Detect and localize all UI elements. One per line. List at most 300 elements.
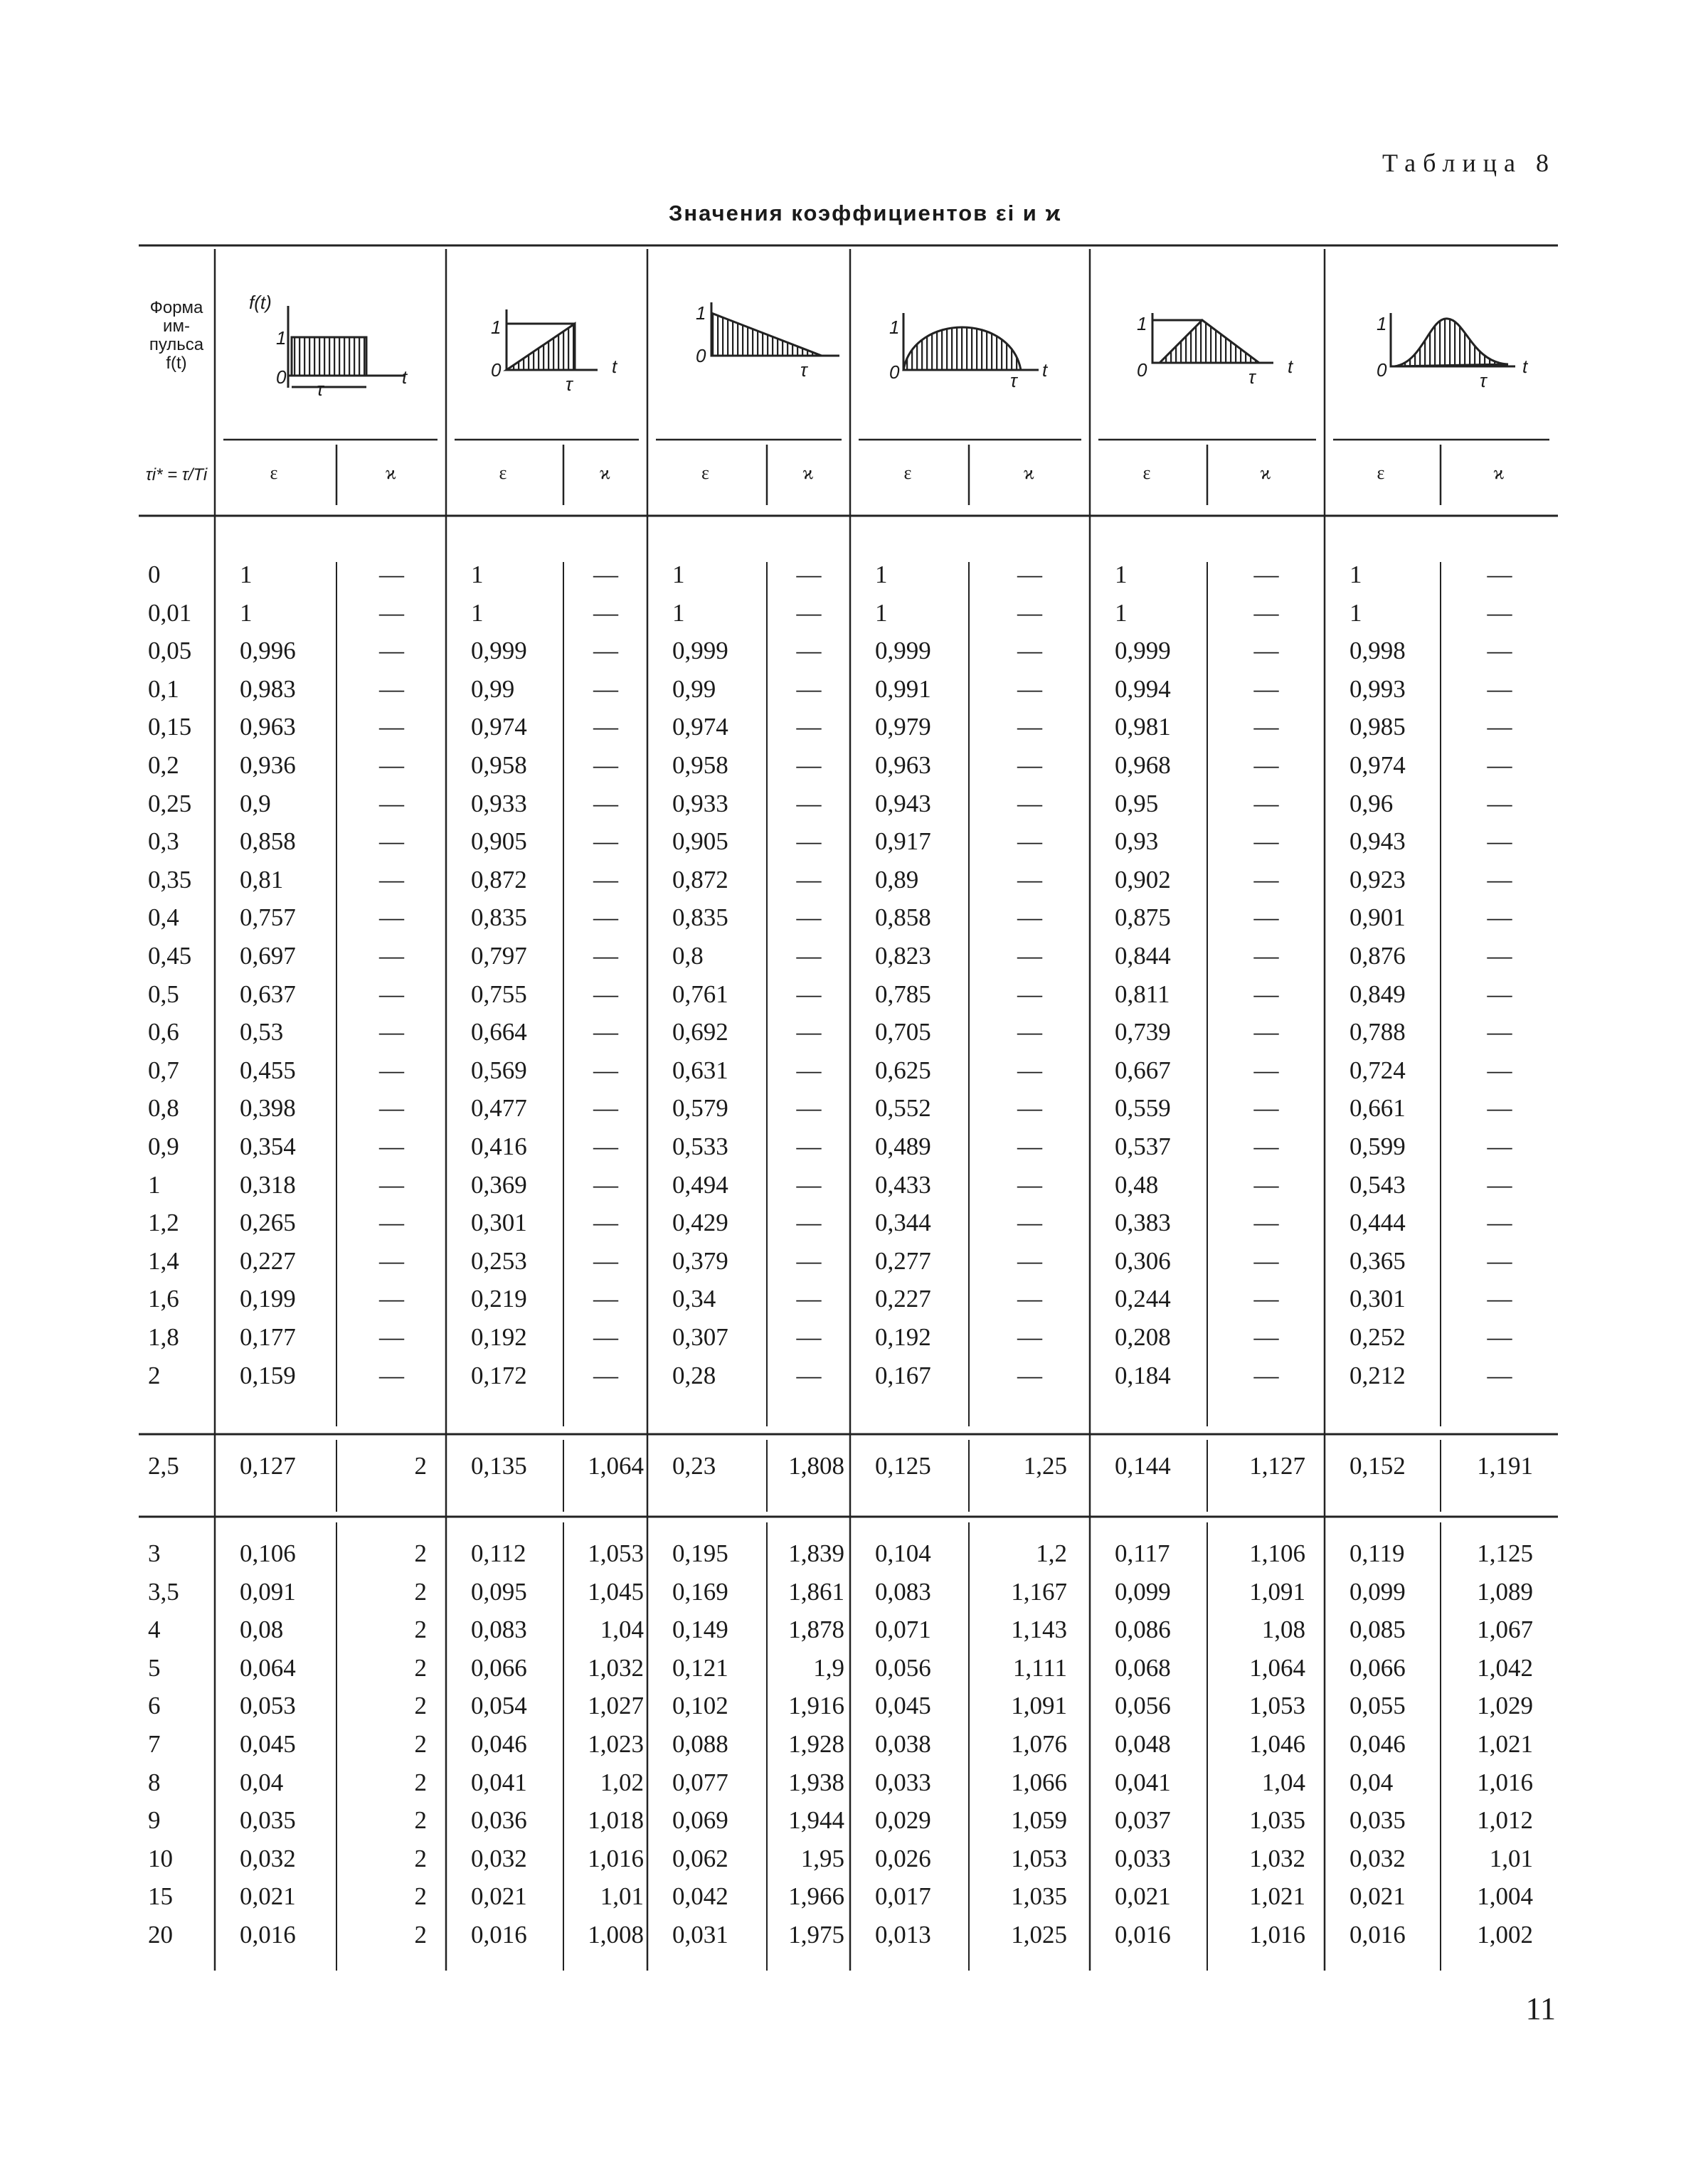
pulse-peak xyxy=(1160,320,1259,363)
cell-kappa: 1,045 xyxy=(588,1577,644,1606)
cell-eps: 0,963 xyxy=(240,713,296,741)
cell-eps: 0,383 xyxy=(1115,1209,1171,1237)
cell-eps: 0,552 xyxy=(875,1094,931,1123)
cell-eps: 0,208 xyxy=(1115,1323,1171,1351)
cell-kappa: — xyxy=(1487,903,1512,932)
cell-eps: 0,227 xyxy=(240,1246,296,1275)
cell-eps: 0,095 xyxy=(471,1577,527,1606)
cell-eps: 0,041 xyxy=(471,1768,527,1796)
cell-kappa: 1,938 xyxy=(788,1768,844,1796)
cell-eps: 0,48 xyxy=(1115,1170,1159,1199)
cell-eps: 0,444 xyxy=(1349,1209,1406,1237)
cell-kappa: — xyxy=(1487,942,1512,970)
cell-eps: 0,169 xyxy=(672,1577,728,1606)
cell-kappa: — xyxy=(796,903,822,932)
axis-lines xyxy=(1152,313,1273,363)
row-tau-value: 6 xyxy=(148,1692,161,1720)
row-tau-value: 0,1 xyxy=(148,674,179,703)
cell-eps: 0,099 xyxy=(1115,1577,1171,1606)
cell-eps: 0,974 xyxy=(1349,751,1406,779)
cell-eps: 0,159 xyxy=(240,1361,296,1389)
cell-kappa: 2 xyxy=(414,1692,427,1720)
cell-kappa: 1,029 xyxy=(1477,1692,1533,1720)
cell-kappa: — xyxy=(379,942,404,970)
cell-eps: 0,876 xyxy=(1349,942,1406,970)
cell-kappa: 1,042 xyxy=(1477,1653,1533,1682)
cell-kappa: — xyxy=(379,713,404,741)
glyph-zero: 0 xyxy=(276,366,287,388)
cell-kappa: 1,125 xyxy=(1477,1539,1533,1567)
cell-eps: 1 xyxy=(240,598,253,627)
cell-kappa: 2 xyxy=(414,1616,427,1644)
cell-kappa: — xyxy=(1017,598,1042,627)
cell-eps: 0,835 xyxy=(672,903,728,932)
cell-eps: 0,875 xyxy=(1115,903,1171,932)
cell-eps: 0,167 xyxy=(875,1361,931,1389)
cell-eps: 0,788 xyxy=(1349,1018,1406,1046)
cell-kappa: 1,064 xyxy=(1249,1653,1305,1682)
cell-eps: 0,144 xyxy=(1115,1452,1171,1480)
cell-kappa: — xyxy=(796,865,822,894)
cell-kappa: — xyxy=(1017,1361,1042,1389)
cell-eps: 0,661 xyxy=(1349,1094,1406,1123)
cell-eps: 0,489 xyxy=(875,1133,931,1160)
cell-kappa: — xyxy=(1487,1246,1512,1275)
cell-eps: 1 xyxy=(1115,598,1128,627)
cell-kappa: — xyxy=(1487,1323,1512,1351)
cell-eps: 0,917 xyxy=(875,827,931,856)
row-tau-value: 2,5 xyxy=(148,1452,179,1480)
cell-kappa: 1,106 xyxy=(1249,1539,1305,1567)
cell-kappa: 2 xyxy=(414,1806,427,1835)
cell-kappa: 2 xyxy=(414,1768,427,1796)
cell-kappa: 1,111 xyxy=(1012,1653,1067,1682)
cell-kappa: — xyxy=(379,1056,404,1084)
cell-kappa: 1,064 xyxy=(588,1452,644,1480)
cell-kappa: 1,053 xyxy=(1011,1844,1067,1872)
cell-kappa: — xyxy=(1017,1094,1042,1123)
cell-kappa: — xyxy=(1487,1018,1512,1046)
cell-kappa: — xyxy=(1017,865,1042,894)
tau-label: τi* = τ/Ti xyxy=(145,465,208,484)
cell-eps: 0,046 xyxy=(471,1730,527,1758)
row-tau-value: 0,2 xyxy=(148,751,179,779)
cell-eps: 1 xyxy=(875,598,888,627)
cell-kappa: — xyxy=(1253,1018,1279,1046)
cell-kappa: — xyxy=(1487,674,1512,703)
cell-kappa: — xyxy=(1017,980,1042,1008)
table-label: Таблица 8 xyxy=(1382,149,1556,177)
row-tau-value: 1,6 xyxy=(148,1285,179,1313)
cell-kappa: — xyxy=(1253,789,1279,817)
cell-kappa: 1,076 xyxy=(1011,1730,1067,1758)
glyph-t: t xyxy=(612,356,617,377)
cell-eps: 0,994 xyxy=(1115,674,1171,703)
form-label-line: Форма xyxy=(149,298,203,317)
cell-eps: 0,301 xyxy=(1349,1285,1406,1313)
cell-kappa: — xyxy=(1253,1094,1279,1123)
cell-kappa: 1,966 xyxy=(788,1882,844,1911)
cell-kappa: — xyxy=(1487,1094,1512,1123)
cell-kappa: — xyxy=(379,827,404,856)
cell-kappa: — xyxy=(796,598,822,627)
cell-eps: 0,042 xyxy=(672,1882,728,1911)
cell-kappa: — xyxy=(796,942,822,970)
cell-eps: 0,032 xyxy=(1349,1844,1406,1872)
cell-eps: 0,28 xyxy=(672,1361,716,1389)
glyph-tau: τ xyxy=(1248,366,1256,388)
row-tau-value: 5 xyxy=(148,1653,161,1682)
row-tau-value: 1,8 xyxy=(148,1323,179,1351)
cell-eps: 0,033 xyxy=(875,1768,931,1796)
cell-eps: 0,537 xyxy=(1115,1133,1171,1160)
glyph-tau: τ xyxy=(1010,370,1017,391)
glyph-zero: 0 xyxy=(696,345,706,366)
glyph-tau: τ xyxy=(1480,370,1487,391)
cell-kappa: 1,02 xyxy=(600,1768,644,1796)
cell-kappa: — xyxy=(1017,789,1042,817)
form-label-line: пульса xyxy=(149,335,204,354)
cell-kappa: — xyxy=(1253,1170,1279,1199)
cell-kappa: 1,059 xyxy=(1011,1806,1067,1835)
cell-kappa: — xyxy=(593,865,618,894)
cell-eps: 0,416 xyxy=(471,1133,527,1160)
cell-eps: 0,032 xyxy=(240,1844,296,1872)
cell-kappa: — xyxy=(379,1361,404,1389)
cell-eps: 0,631 xyxy=(672,1056,728,1084)
col-header-kappa: ϰ xyxy=(600,462,610,483)
cell-eps: 0,177 xyxy=(240,1323,296,1351)
row-tau-value: 9 xyxy=(148,1806,161,1835)
cell-eps: 1 xyxy=(672,598,685,627)
cell-eps: 0,936 xyxy=(240,751,296,779)
cell-eps: 0,844 xyxy=(1115,942,1171,970)
cell-eps: 0,705 xyxy=(875,1018,931,1046)
cell-eps: 0,066 xyxy=(1349,1653,1406,1682)
glyph-t: t xyxy=(402,366,408,388)
cell-eps: 0,083 xyxy=(471,1616,527,1644)
row-tau-value: 0,01 xyxy=(148,598,192,627)
cell-eps: 0,724 xyxy=(1349,1056,1406,1084)
cell-kappa: — xyxy=(593,1246,618,1275)
cell-eps: 0,543 xyxy=(1349,1170,1406,1199)
cell-kappa: 1,016 xyxy=(1249,1921,1305,1949)
cell-kappa: 1,066 xyxy=(1011,1768,1067,1796)
row-tau-value: 0,8 xyxy=(148,1094,179,1123)
cell-kappa: — xyxy=(379,1094,404,1123)
cell-eps: 0,086 xyxy=(1115,1616,1171,1644)
glyph-one: 1 xyxy=(696,302,706,324)
pulse-half-sine xyxy=(903,327,1021,370)
cell-kappa: — xyxy=(796,1361,822,1389)
cell-kappa: — xyxy=(1487,1285,1512,1313)
cell-kappa: — xyxy=(796,1133,822,1160)
cell-kappa: — xyxy=(796,1323,822,1351)
cell-kappa: — xyxy=(1017,674,1042,703)
cell-kappa: — xyxy=(796,751,822,779)
cell-eps: 0,993 xyxy=(1349,674,1406,703)
cell-kappa: — xyxy=(1253,1285,1279,1313)
cell-kappa: — xyxy=(1487,637,1512,665)
page-number: 11 xyxy=(1525,1991,1556,2026)
form-label-line: им- xyxy=(163,317,190,336)
cell-eps: 0,933 xyxy=(672,789,728,817)
cell-kappa: — xyxy=(379,637,404,665)
cell-kappa: — xyxy=(1253,1323,1279,1351)
form-label xyxy=(141,299,212,373)
cell-kappa: — xyxy=(379,1285,404,1313)
cell-eps: 0,858 xyxy=(240,827,296,856)
cell-eps: 0,823 xyxy=(875,942,931,970)
cell-eps: 0,121 xyxy=(672,1653,728,1682)
row-tau-value: 0,35 xyxy=(148,865,192,894)
cell-eps: 0,265 xyxy=(240,1209,296,1237)
cell-kappa: 1,046 xyxy=(1249,1730,1305,1758)
cell-kappa: — xyxy=(796,1056,822,1084)
cell-eps: 0,212 xyxy=(1349,1361,1406,1389)
cell-eps: 0,016 xyxy=(471,1921,527,1949)
cell-kappa: — xyxy=(379,1018,404,1046)
cell-kappa: — xyxy=(593,1056,618,1084)
cell-kappa: — xyxy=(593,713,618,741)
cell-kappa: — xyxy=(1253,942,1279,970)
cell-kappa: — xyxy=(796,980,822,1008)
cell-eps: 0,253 xyxy=(471,1246,527,1275)
cell-eps: 0,757 xyxy=(240,903,296,932)
pulse-bell xyxy=(1394,319,1508,366)
axis-lines xyxy=(1391,313,1515,366)
cell-eps: 0,999 xyxy=(1115,637,1171,665)
cell-eps: 0,755 xyxy=(471,980,527,1008)
cell-kappa: 1,25 xyxy=(1023,1452,1067,1480)
cell-kappa: — xyxy=(379,1246,404,1275)
cell-eps: 0,664 xyxy=(471,1018,527,1046)
cell-eps: 0,013 xyxy=(875,1921,931,1949)
cell-eps: 0,739 xyxy=(1115,1018,1171,1046)
cell-eps: 0,062 xyxy=(672,1844,728,1872)
cell-eps: 0,872 xyxy=(471,865,527,894)
cell-eps: 0,041 xyxy=(1115,1768,1171,1796)
cell-eps: 0,192 xyxy=(875,1323,931,1351)
cell-kappa: — xyxy=(1487,1056,1512,1084)
cell-kappa: — xyxy=(593,827,618,856)
cell-eps: 1 xyxy=(1349,598,1362,627)
cell-kappa: — xyxy=(379,789,404,817)
cell-eps: 0,398 xyxy=(240,1094,296,1123)
cell-eps: 0,999 xyxy=(471,637,527,665)
cell-kappa: — xyxy=(1487,1133,1512,1160)
cell-eps: 0,077 xyxy=(672,1768,728,1796)
row-tau-value: 7 xyxy=(148,1730,161,1758)
cell-kappa: 1,975 xyxy=(788,1921,844,1949)
cell-eps: 0,968 xyxy=(1115,751,1171,779)
axis-lines xyxy=(711,302,839,356)
cell-eps: 0,533 xyxy=(672,1133,728,1160)
cell-kappa: 1,01 xyxy=(600,1882,644,1911)
cell-kappa: — xyxy=(796,1285,822,1313)
cell-eps: 0,697 xyxy=(240,942,296,970)
cell-eps: 0,104 xyxy=(875,1539,931,1567)
cell-eps: 0,021 xyxy=(471,1882,527,1911)
cell-eps: 0,974 xyxy=(672,713,728,741)
cell-eps: 0,085 xyxy=(1349,1616,1406,1644)
cell-eps: 0,021 xyxy=(1115,1882,1171,1911)
cell-kappa: — xyxy=(379,1133,404,1160)
cell-kappa: — xyxy=(796,1170,822,1199)
cell-eps: 0,958 xyxy=(471,751,527,779)
cell-kappa: — xyxy=(1253,1361,1279,1389)
cell-eps: 0,037 xyxy=(1115,1806,1171,1835)
cell-eps: 0,983 xyxy=(240,674,296,703)
cell-kappa: 1,9 xyxy=(813,1653,844,1682)
col-header-kappa: ϰ xyxy=(802,462,814,483)
cell-eps: 0,991 xyxy=(875,674,931,703)
col-header-kappa: ϰ xyxy=(1260,462,1271,483)
row-tau-value: 0 xyxy=(148,561,161,588)
cell-eps: 0,083 xyxy=(875,1577,931,1606)
cell-eps: 0,152 xyxy=(1349,1452,1406,1480)
cell-eps: 0,127 xyxy=(240,1452,296,1480)
cell-kappa: — xyxy=(1017,1018,1042,1046)
row-tau-value: 0,3 xyxy=(148,827,179,856)
cell-eps: 0,064 xyxy=(240,1653,296,1682)
cell-eps: 0,135 xyxy=(471,1452,527,1480)
cell-eps: 0,8 xyxy=(672,942,704,970)
cell-eps: 0,902 xyxy=(1115,865,1171,894)
cell-kappa: — xyxy=(1017,1285,1042,1313)
pulse-rising-triangle xyxy=(507,324,575,370)
cell-kappa: — xyxy=(796,1209,822,1237)
cell-eps: 0,117 xyxy=(1115,1539,1170,1567)
cell-kappa: — xyxy=(1253,674,1279,703)
cell-kappa: — xyxy=(1017,903,1042,932)
cell-eps: 0,192 xyxy=(471,1323,527,1351)
glyph-t: t xyxy=(1288,356,1293,377)
col-header-kappa: ϰ xyxy=(386,462,396,483)
cell-eps: 0,071 xyxy=(875,1616,931,1644)
cell-eps: 0,998 xyxy=(1349,637,1406,665)
cell-eps: 1 xyxy=(471,598,484,627)
cell-kappa: — xyxy=(1253,865,1279,894)
row-tau-value: 0,05 xyxy=(148,637,192,665)
cell-eps: 1 xyxy=(672,561,685,588)
cell-kappa: 1,012 xyxy=(1477,1806,1533,1835)
col-header-kappa: ϰ xyxy=(1493,462,1505,483)
cell-eps: 0,872 xyxy=(672,865,728,894)
row-tau-value: 1,2 xyxy=(148,1209,179,1237)
cell-kappa: 1,016 xyxy=(588,1844,644,1872)
cell-kappa: — xyxy=(379,561,404,588)
cell-eps: 0,227 xyxy=(875,1285,931,1313)
cell-eps: 0,026 xyxy=(875,1844,931,1872)
cell-kappa: — xyxy=(1253,903,1279,932)
cell-eps: 0,999 xyxy=(672,637,728,665)
row-tau-value: 20 xyxy=(148,1921,173,1949)
cell-kappa: 1,808 xyxy=(788,1452,844,1480)
cell-kappa: — xyxy=(593,674,618,703)
cell-kappa: — xyxy=(1017,751,1042,779)
glyph-one: 1 xyxy=(1377,313,1387,334)
cell-eps: 0,125 xyxy=(875,1452,931,1480)
axis-lines xyxy=(507,309,598,370)
cell-kappa: 2 xyxy=(414,1539,427,1567)
row-tau-value: 0,4 xyxy=(148,903,179,932)
cell-eps: 0,184 xyxy=(1115,1361,1171,1389)
cell-kappa: 1,091 xyxy=(1249,1577,1305,1606)
cell-eps: 0,99 xyxy=(672,674,716,703)
glyph-zero: 0 xyxy=(1377,359,1387,381)
cell-kappa: — xyxy=(593,1094,618,1123)
cell-eps: 0,252 xyxy=(1349,1323,1406,1351)
glyph-zero: 0 xyxy=(889,361,900,383)
axis-lines xyxy=(288,306,408,388)
row-tau-value: 0,45 xyxy=(148,942,192,970)
row-tau-value: 10 xyxy=(148,1844,173,1872)
cell-kappa: 1,916 xyxy=(788,1692,844,1720)
cell-eps: 0,219 xyxy=(471,1285,527,1313)
cell-kappa: 1,023 xyxy=(588,1730,644,1758)
cell-kappa: — xyxy=(593,751,618,779)
cell-kappa: 1,2 xyxy=(1036,1539,1067,1567)
cell-eps: 0,958 xyxy=(672,751,728,779)
cell-eps: 0,056 xyxy=(1115,1692,1171,1720)
cell-kappa: — xyxy=(1253,1209,1279,1237)
row-tau-value: 3 xyxy=(148,1539,161,1567)
cell-kappa: — xyxy=(796,1246,822,1275)
cell-eps: 0,797 xyxy=(471,942,527,970)
cell-eps: 0,344 xyxy=(875,1209,931,1237)
cell-kappa: — xyxy=(1017,1246,1042,1275)
cell-eps: 0,429 xyxy=(672,1209,728,1237)
table-title: Значения коэффициентов εi и ϰ xyxy=(669,201,1062,226)
row-tau-value: 2 xyxy=(148,1361,161,1389)
cell-kappa: — xyxy=(1017,827,1042,856)
cell-eps: 0,979 xyxy=(875,713,931,741)
cell-kappa: — xyxy=(796,1018,822,1046)
cell-eps: 0,477 xyxy=(471,1094,527,1123)
cell-kappa: 1,032 xyxy=(588,1653,644,1682)
cell-kappa: — xyxy=(379,674,404,703)
cell-kappa: 1,839 xyxy=(788,1539,844,1567)
cell-eps: 0,195 xyxy=(672,1539,728,1567)
cell-kappa: — xyxy=(593,1323,618,1351)
cell-kappa: 1,928 xyxy=(788,1730,844,1758)
cell-eps: 0,102 xyxy=(672,1692,728,1720)
cell-kappa: 1,018 xyxy=(588,1806,644,1835)
row-tau-value: 8 xyxy=(148,1768,161,1796)
cell-eps: 0,016 xyxy=(1115,1921,1171,1949)
cell-eps: 0,029 xyxy=(875,1806,931,1835)
col-header-eps: ε xyxy=(1142,462,1151,483)
cell-kappa: — xyxy=(1253,1056,1279,1084)
row-tau-value: 0,15 xyxy=(148,713,192,741)
cell-kappa: — xyxy=(379,980,404,1008)
cell-eps: 0,112 xyxy=(471,1539,526,1567)
cell-eps: 0,036 xyxy=(471,1806,527,1835)
cell-eps: 0,625 xyxy=(875,1056,931,1084)
cell-eps: 0,23 xyxy=(672,1452,716,1480)
cell-eps: 0,045 xyxy=(875,1692,931,1720)
cell-eps: 0,035 xyxy=(1349,1806,1406,1835)
cell-kappa: — xyxy=(1487,598,1512,627)
cell-eps: 1 xyxy=(240,561,253,588)
cell-kappa: 1,025 xyxy=(1011,1921,1067,1949)
cell-eps: 0,89 xyxy=(875,865,919,894)
cell-kappa: — xyxy=(593,942,618,970)
cell-eps: 0,981 xyxy=(1115,713,1171,741)
cell-kappa: — xyxy=(1487,1170,1512,1199)
cell-eps: 0,667 xyxy=(1115,1056,1171,1084)
